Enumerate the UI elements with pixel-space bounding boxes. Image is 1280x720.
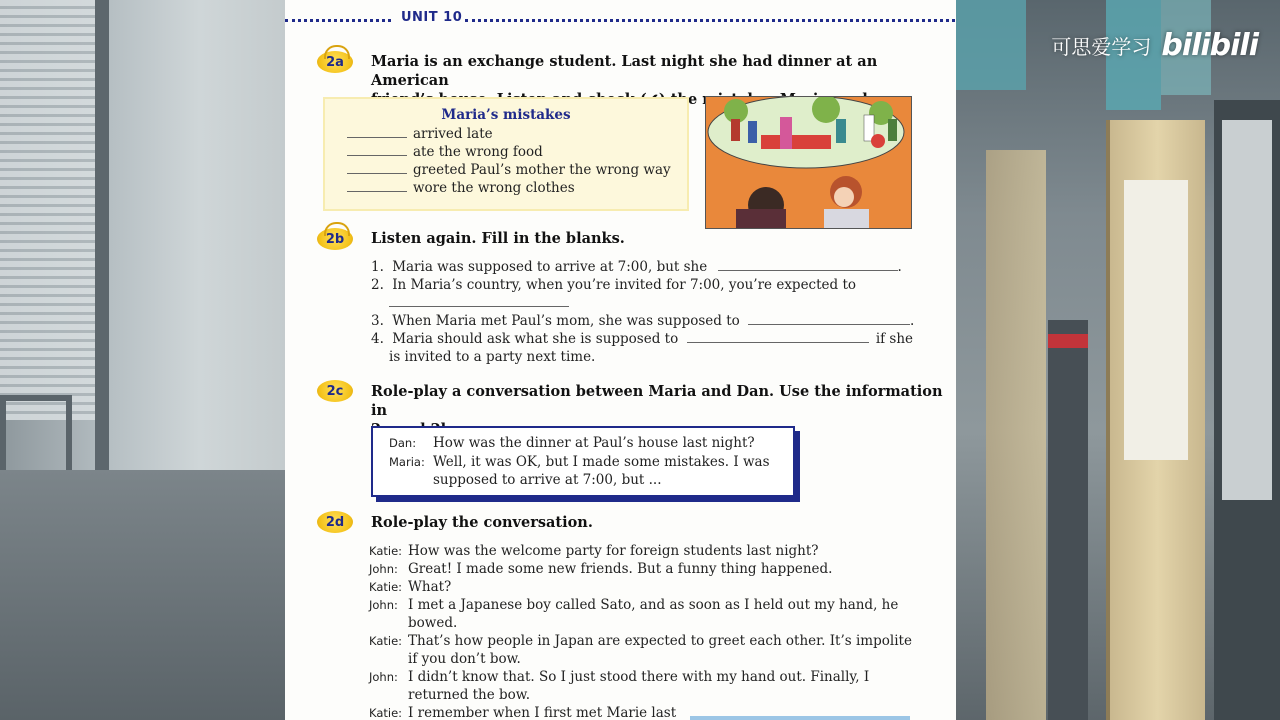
- speaker-label: Maria:: [389, 455, 425, 469]
- exercise-badge-2d: 2d: [317, 511, 353, 533]
- speaker-label: John:: [369, 562, 398, 576]
- speaker-label: Katie:: [369, 706, 403, 720]
- answer-blank[interactable]: [389, 306, 569, 307]
- question-4-continued: is invited to a party next time.: [389, 349, 596, 365]
- dialog-line-continued: bowed.: [408, 615, 458, 631]
- header-dotted-line: [285, 19, 391, 22]
- textbook-page: [285, 0, 956, 720]
- video-watermark: [1051, 28, 1258, 63]
- question-1: 1. Maria was supposed to arrive at 7:00, but she .: [371, 259, 902, 275]
- answer-blank[interactable]: [718, 270, 898, 271]
- watermark-text: 可思爱学习: [1051, 35, 1152, 59]
- dialog-line: I didn’t know that. So I just stood there with my hand out. Finally, I: [408, 669, 870, 685]
- question-2-blank-line: [389, 294, 569, 312]
- exercise-2b-heading: Listen again. Fill in the blanks.: [371, 230, 625, 247]
- mistake-item: greeted Paul’s mother the wrong way: [347, 162, 671, 178]
- wall: [1214, 100, 1280, 720]
- exercise-2c-heading: Role-play a conversation between Maria and Dan. Use the information in: [371, 383, 943, 419]
- window-glass: [956, 0, 1026, 90]
- unit-header: [285, 10, 956, 30]
- dialog-line: That’s how people in Japan are expected to greet each other. It’s impolite: [408, 633, 912, 649]
- exercise-badge-2a: [317, 51, 353, 73]
- next-box-edge: [690, 716, 910, 720]
- speaker-label: Katie:: [369, 634, 403, 648]
- dialog-line: How was the dinner at Paul’s house last night?: [433, 435, 755, 451]
- unit-label: UNIT 10: [401, 10, 463, 25]
- pillar: [1048, 320, 1088, 720]
- check-blank[interactable]: [347, 173, 407, 174]
- dialog-line: How was the welcome party for foreign students last night?: [408, 543, 819, 559]
- speaker-label: Katie:: [369, 544, 403, 558]
- speaker-label: John:: [369, 670, 398, 684]
- exercise-badge-2b: [317, 228, 353, 250]
- answer-blank[interactable]: [687, 342, 869, 343]
- answer-blank[interactable]: [748, 324, 910, 325]
- dialog-line: I met a Japanese boy called Sato, and as soon as I held out my hand, he: [408, 597, 899, 613]
- bilibili-logo: bilibili: [1161, 28, 1258, 63]
- headphones-icon: 2a: [326, 54, 344, 70]
- mistake-item: ate the wrong food: [347, 144, 543, 160]
- header-dotted-line: [465, 19, 955, 22]
- dialog-line: What?: [408, 579, 452, 595]
- check-blank[interactable]: [347, 155, 407, 156]
- balcony-rail: [0, 395, 72, 481]
- question-2: 2. In Maria’s country, when you’re invited for 7:00, you’re expected to: [371, 277, 857, 293]
- window-blinds: [0, 0, 95, 420]
- dialog-box: [371, 426, 795, 497]
- question-4: 4. Maria should ask what she is supposed to if she: [371, 331, 914, 347]
- mistake-item: wore the wrong clothes: [347, 180, 575, 196]
- dialog-line: Great! I made some new friends. But a funny thing happened.: [408, 561, 833, 577]
- background-left-classroom: [0, 0, 285, 720]
- dialog-line: I remember when I first met Marie last: [408, 705, 677, 720]
- exercise-badge-2c: 2c: [317, 380, 353, 402]
- party-illustration: [705, 96, 912, 229]
- window-sill: [0, 470, 285, 720]
- dialog-line-continued: supposed to arrive at 7:00, but ...: [433, 472, 662, 488]
- speaker-label: Katie:: [369, 580, 403, 594]
- check-blank[interactable]: [347, 191, 407, 192]
- background-right-hallway: [956, 0, 1280, 720]
- headphones-icon: 2b: [325, 231, 345, 247]
- dialog-line-continued: returned the bow.: [408, 687, 531, 703]
- classroom-door: [986, 150, 1046, 720]
- window-frame: [95, 0, 109, 470]
- mistakes-box: [323, 97, 689, 211]
- mistakes-box-title: Maria’s mistakes: [441, 107, 571, 123]
- question-3: 3. When Maria met Paul’s mom, she was supposed to .: [371, 313, 915, 329]
- dialog-line: Well, it was OK, but I made some mistakes. I was: [433, 454, 770, 470]
- dialog-line-continued: if you don’t bow.: [408, 651, 521, 667]
- exercise-2d-heading: Role-play the conversation.: [371, 514, 593, 531]
- check-blank[interactable]: [347, 137, 407, 138]
- classroom-door: [1106, 120, 1205, 720]
- exercise-2a-heading: Maria is an exchange student. Last night she had dinner at an American: [371, 53, 878, 89]
- mistake-item: arrived late: [347, 126, 493, 142]
- speaker-label: Dan:: [389, 436, 417, 450]
- speaker-label: John:: [369, 598, 398, 612]
